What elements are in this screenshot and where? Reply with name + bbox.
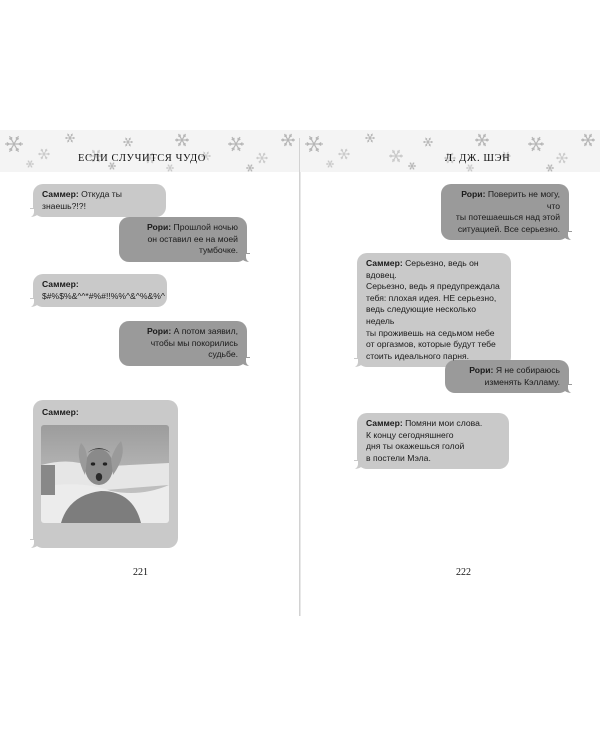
message-bubble-4: Рори: А потом заявил, чтобы мы покорились судьбе. [119,321,247,366]
snowflake-border [0,130,300,172]
snowflake-border [300,130,600,172]
page-number-right: 222 [456,567,471,578]
message-bubble-1: Саммер: Откуда ты знаешь?!?! [33,184,166,217]
message-bubble-5: Саммер: [33,400,178,548]
right-page [300,0,600,750]
message-bubble-7: Саммер: Серьезно, ведь он вдовец. Серьезно, ведь я предупреждала тебя: плохая идея. НЕ серьезно, ведь следующие несколько недель ты проживешь на седьмом небе от оргазмов, которые будут тебе стоить идеального парня. [357,253,511,367]
running-head-right: Л. ДЖ. ШЭН [445,153,511,164]
message-bubble-6: Рори: Поверить не могу, что ты потешаешься над этой ситуацией. Все серьезно. [441,184,569,240]
page-number-left: 221 [133,567,148,578]
message-bubble-9: Саммер: Помяни мои слова. К концу сегодняшнего дня ты окажешься голой в постели Мэла. [357,413,509,469]
reaction-photo [41,425,169,523]
message-bubble-2: Рори: Прошлой ночью он оставил ее на моей тумбочке. [119,217,247,262]
running-head-left: ЕСЛИ СЛУЧИТСЯ ЧУДО [78,153,206,164]
message-bubble-3: Саммер: $#%$%&^^*#%#!!%%^&^%&%^ [33,274,167,307]
message-bubble-8: Рори: Я не собираюсь изменять Кэлламу. [445,360,569,393]
